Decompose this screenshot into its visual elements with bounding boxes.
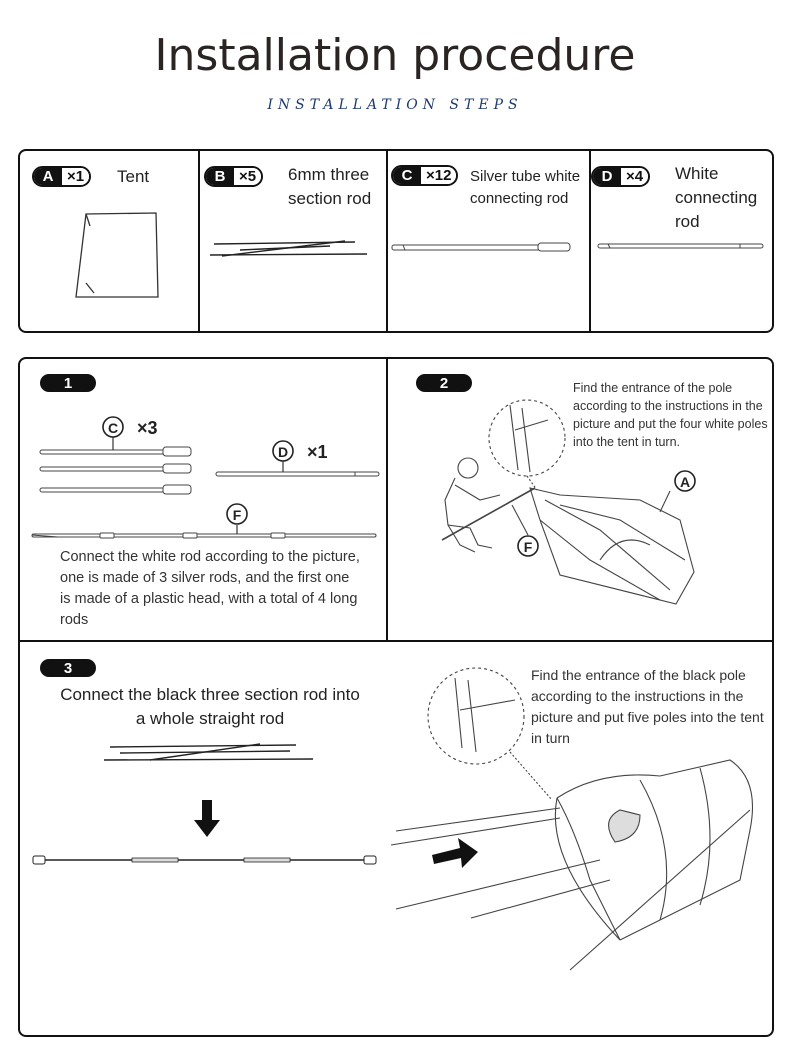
step-2-circles: [518, 471, 695, 556]
part-qty: ×12: [421, 167, 456, 184]
step-3-title: Connect the black three section rod into a whole straight rod: [60, 685, 360, 728]
label-f2: F: [523, 539, 533, 555]
part-letter: B: [206, 168, 234, 185]
label-c-qty: ×3: [137, 418, 158, 438]
part-letter: A: [34, 168, 62, 185]
page-subtitle: INSTALLATION STEPS: [267, 97, 523, 113]
tent-sketch: [76, 213, 158, 297]
white-rod-sketch: [598, 244, 763, 248]
step-3-badge: 3: [40, 659, 96, 677]
black-rod-sketch: [104, 744, 313, 760]
part-qty: ×4: [621, 168, 648, 185]
part-c-name: Silver tube white connecting rod: [470, 168, 581, 207]
right-arrow-icon: [432, 838, 478, 868]
part-qty: ×5: [234, 168, 261, 185]
step-2-badge: 2: [416, 374, 472, 392]
part-letter: C: [393, 167, 421, 184]
silver-tube-sketch: [392, 243, 570, 251]
page-title: Installation procedure: [154, 30, 636, 81]
label-d-qty: ×1: [307, 442, 328, 462]
label-f: F: [232, 507, 242, 523]
part-b-name: 6mm three section rod: [288, 165, 372, 208]
label-c: C: [107, 420, 119, 436]
part-a-name: Tent: [117, 167, 150, 186]
label-d: D: [277, 444, 289, 460]
step-1-badge: 1: [40, 374, 96, 392]
straight-rod-sketch: [33, 856, 376, 864]
down-arrow-icon: [194, 800, 220, 837]
step-1-text: Connect the white rod according to the picture, one is made of 3 silver rods, and the first one is made of a plastic head, with a total of 4 long rods: [60, 549, 360, 628]
step-3-illustration: [391, 668, 753, 970]
part-d-name: White connecting rod: [675, 164, 758, 231]
three-section-rod-sketch: [210, 241, 367, 256]
step-3-text: Find the entrance of the black pole according to the instructions in the picture and put five poles into the tent in turn: [531, 667, 764, 746]
label-a: A: [679, 474, 691, 490]
step-2-illustration: [442, 400, 694, 604]
step-2-text: Find the entrance of the pole according to the instructions in the picture and put the four white poles into the tent in turn.: [573, 381, 768, 449]
part-letter: D: [593, 168, 621, 185]
part-qty: ×1: [62, 168, 89, 185]
